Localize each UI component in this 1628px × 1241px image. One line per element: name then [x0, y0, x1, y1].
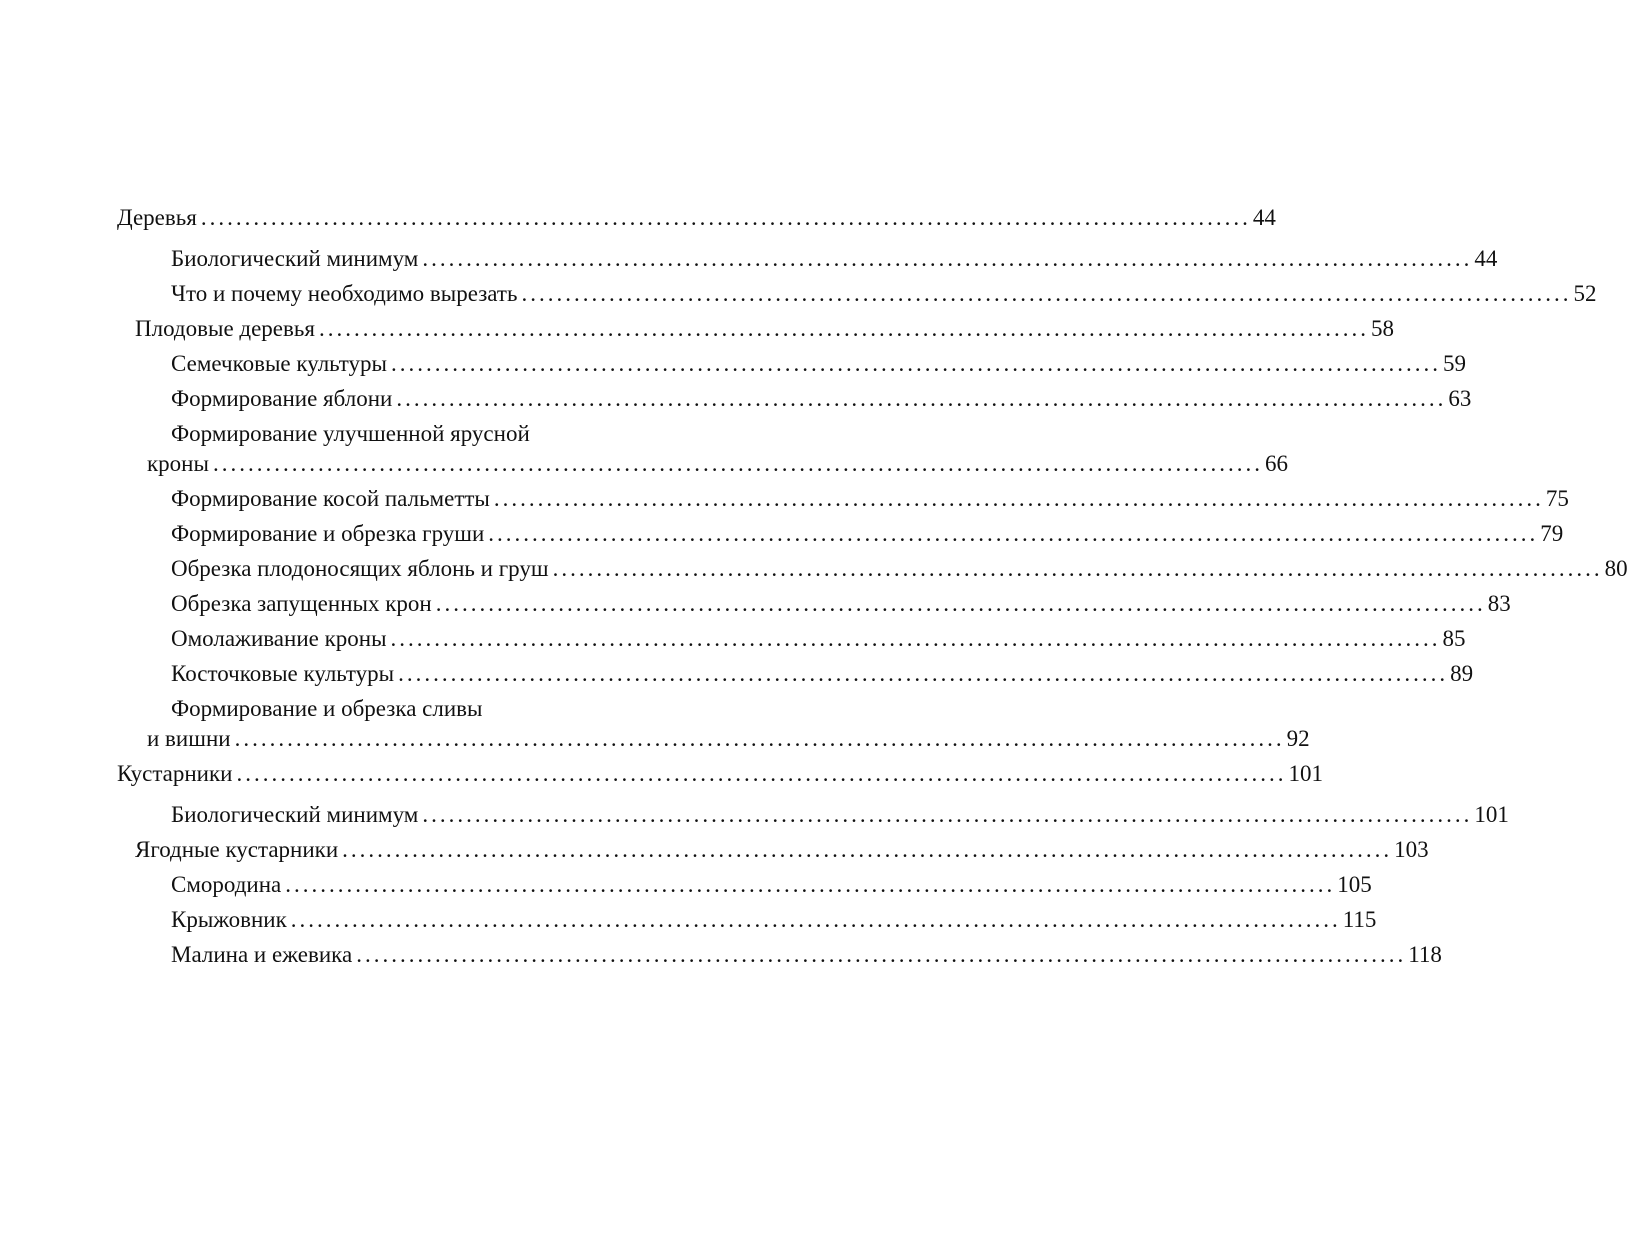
toc-entry	[0, 278, 1597, 310]
toc-entry-title: Омолаживание кроны	[171, 626, 387, 651]
toc-entry-page: 103	[1394, 837, 1429, 862]
toc-entry-page: 101	[1474, 802, 1509, 827]
dot-leader: ........................................................................................................................	[285, 872, 1336, 897]
dot-leader: ........................................................................................................................	[356, 942, 1407, 967]
toc-entry-page: 80	[1604, 556, 1628, 581]
toc-entry	[0, 518, 1564, 550]
toc-entry-page: 79	[1540, 521, 1564, 546]
dot-leader: ........................................................................................................................	[521, 281, 1572, 306]
toc-entry-title: кроны	[147, 451, 209, 476]
toc-entry	[0, 799, 1509, 831]
toc-entry-page: 115	[1342, 907, 1377, 932]
toc-entry	[0, 383, 1472, 415]
dot-leader: ........................................................................................................................	[488, 521, 1539, 546]
toc-entry	[0, 448, 1288, 480]
toc-entry-title: Кустарники	[117, 761, 233, 786]
dot-leader: ........................................................................................................................	[552, 556, 1603, 581]
dot-leader: ........................................................................................................................	[390, 626, 1441, 651]
dot-leader: ........................................................................................................................	[200, 205, 1251, 230]
toc-entry-title: Обрезка запущенных крон	[171, 591, 432, 616]
toc-entry-page: 58	[1370, 316, 1394, 341]
toc-entry	[0, 939, 1442, 971]
toc-entry-page: 89	[1450, 661, 1474, 686]
toc-entry	[0, 202, 1276, 234]
toc-entry-title: Ягодные кустарники	[135, 837, 339, 862]
dot-leader: ........................................................................................................................	[398, 661, 1449, 686]
dot-leader: ........................................................................................................................	[236, 761, 1287, 786]
dot-leader: ........................................................................................................................	[493, 486, 1544, 511]
toc-entry-title: Плодовые деревья	[135, 316, 315, 341]
dot-leader: ........................................................................................................................	[396, 386, 1447, 411]
toc-entry-page: 44	[1252, 205, 1276, 230]
toc-entry	[0, 588, 1511, 620]
dot-leader: ........................................................................................................................	[422, 246, 1473, 271]
toc-entry	[0, 243, 1498, 275]
toc-entry	[0, 869, 1372, 901]
toc-entry-title: Крыжовник	[171, 907, 287, 932]
toc-entry-page: 52	[1573, 281, 1597, 306]
toc-entry	[0, 658, 1474, 690]
toc-entry-title: Биологический минимум	[171, 246, 419, 271]
toc-entry-page: 92	[1286, 726, 1310, 751]
toc-entry-page: 66	[1264, 451, 1288, 476]
toc-entry	[0, 348, 1466, 380]
toc-entry-title: Формирование яблони	[171, 386, 393, 411]
toc-entry	[0, 313, 1394, 345]
toc-entry	[0, 834, 1429, 866]
toc-entry-title: Биологический минимум	[171, 802, 419, 827]
toc-entry	[0, 758, 1323, 790]
toc-entry	[0, 623, 1466, 655]
dot-leader: ........................................................................................................................	[342, 837, 1393, 862]
toc-entry-title-first-line: Формирование улучшенной ярусной	[171, 421, 530, 446]
toc-entry-page: 83	[1487, 591, 1511, 616]
toc-entry-title-first-line: Формирование и обрезка сливы	[171, 696, 483, 721]
toc-entry-page: 101	[1288, 761, 1323, 786]
dot-leader: ........................................................................................................................	[234, 726, 1285, 751]
toc-entry-page: 75	[1545, 486, 1569, 511]
toc-entry-page: 63	[1448, 386, 1472, 411]
dot-leader: ........................................................................................................................	[318, 316, 1369, 341]
toc-entry-title: Деревья	[117, 205, 197, 230]
toc-entry	[0, 723, 1310, 755]
toc-entry-wrap-line	[0, 418, 768, 450]
toc-entry-title: Косточковые культуры	[171, 661, 395, 686]
toc-entry	[0, 483, 1569, 515]
dot-leader: ........................................................................................................................	[290, 907, 1341, 932]
toc-entry-page: 105	[1337, 872, 1372, 897]
toc-entry-title: Семечковые культуры	[171, 351, 387, 376]
toc-entry-page: 85	[1442, 626, 1466, 651]
toc-entry	[0, 553, 1628, 585]
dot-leader: ........................................................................................................................	[391, 351, 1441, 376]
toc-entry-title: Формирование косой пальметты	[171, 486, 490, 511]
toc-entry-title: и вишни	[147, 726, 231, 751]
toc-entry-page: 44	[1474, 246, 1498, 271]
toc-entry-title: Обрезка плодоносящих яблонь и груш	[171, 556, 549, 581]
toc-entry-title: Формирование и обрезка груши	[171, 521, 485, 546]
toc-entry-title: Малина и ежевика	[171, 942, 353, 967]
dot-leader: ........................................................................................................................	[422, 802, 1473, 827]
toc-entry-title: Что и почему необходимо вырезать	[171, 281, 518, 306]
dot-leader: ........................................................................................................................	[212, 451, 1263, 476]
toc-entry-wrap-line	[0, 693, 768, 725]
toc-entry-page: 118	[1408, 942, 1442, 967]
toc-entry	[0, 904, 1377, 936]
toc-entry-page: 59	[1443, 351, 1466, 376]
dot-leader: ........................................................................................................................	[435, 591, 1486, 616]
toc-entry-title: Смородина	[171, 872, 282, 897]
